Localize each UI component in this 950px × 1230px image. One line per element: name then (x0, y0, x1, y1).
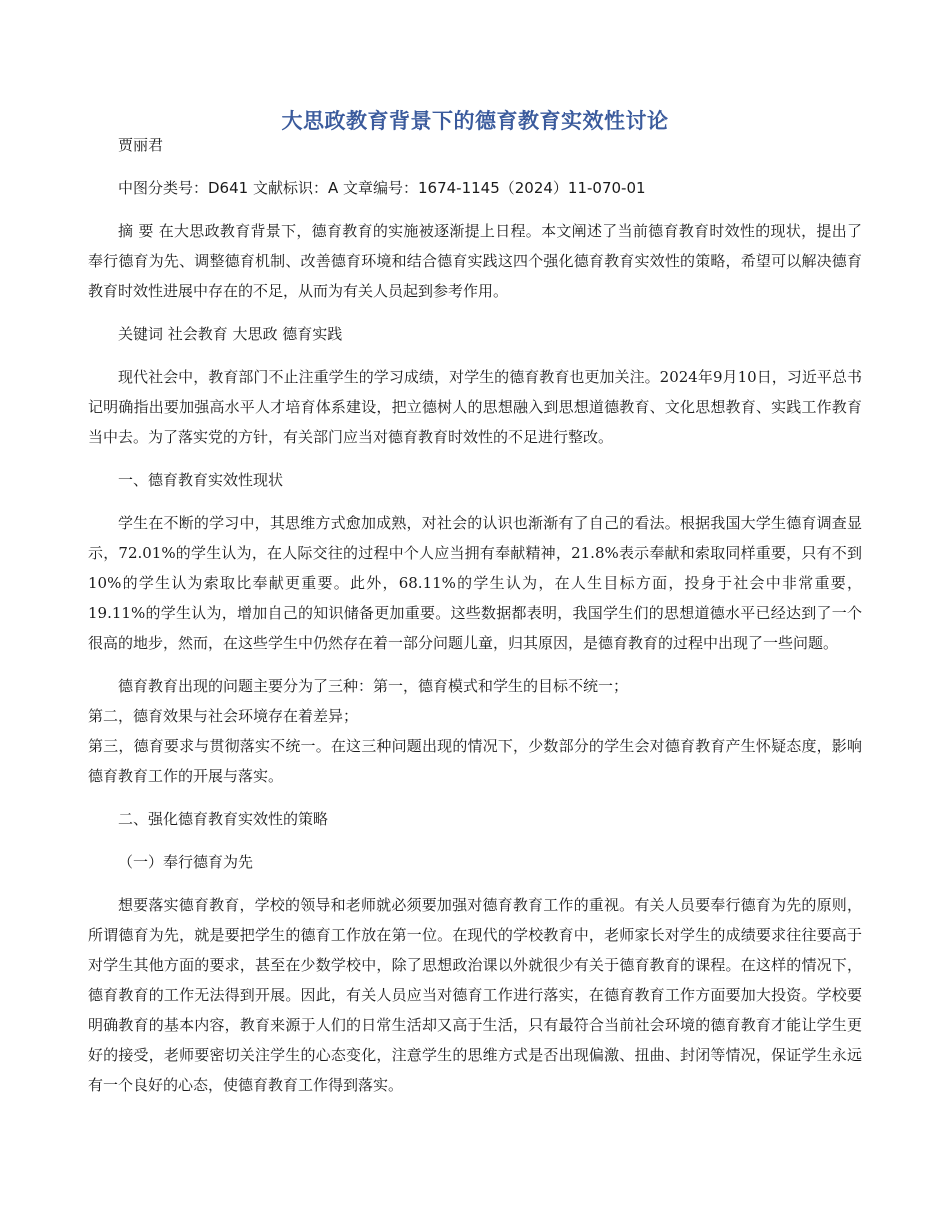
article-page (88, 100, 862, 1100)
section-heading-2: 二、强化德育教育实效性的策略 (118, 810, 329, 828)
article-title: 大思政教育背景下的德育教育实效性讨论 (281, 109, 669, 133)
subsection1-paragraph: 想要落实德育教育，学校的领导和老师就必须要加强对德育教育工作的重视。有关人员要奉行德育为先的原则，所谓德育为先，就是要把学生的德育工作放在第一位。在现代的学校教育中，老师家长对学生的成绩要求往往要高于对学生其他方面的要求，甚至在少数学校中，除了思想政治课以外就很少有关于德育教育的课程。在这样的情况下，德育教育的工作无法得到开展。因此，有关人员应当对德育工作进行落实，在德育教育工作方面要加大投资。学校要明确教育的基本内容，教育来源于人们的日常生活却又高于生活，只有最符合当前社会环境的德育教育才能让学生更好的接受，老师要密切关注学生的心态变化，注意学生的思维方式是否出现偏激、扭曲、封闭等情况，保证学生永远有一个良好的心态，使德育教育工作得到落实。 (88, 896, 862, 1094)
section1-paragraph-2-line-3: 第三，德育要求与贯彻落实不统一。在这三种问题出现的情况下，少数部分的学生会对德育教育产生怀疑态度，影响德育教育工作的开展与落实。 (88, 737, 862, 785)
section1-paragraph-1: 学生在不断的学习中，其思维方式愈加成熟，对社会的认识也渐渐有了自己的看法。根据我国大学生德育调查显示，72.01%的学生认为，在人际交往的过程中个人应当拥有奉献精神，21.8%表示奉献和索取同样重要，只有不到10%的学生认为索取比奉献更重要。此外，68.11%的学生认为，在人生目标方面，投身于社会中非常重要，19.11%的学生认为，增加自己的知识储备更加重要。这些数据都表明，我国学生们的思想道德水平已经达到了一个很高的地步，然而，在这些学生中仍然存在着一部分问题儿童，归其原因，是德育教育的过程中出现了一些问题。 (88, 514, 862, 652)
author-name: 贾丽君 (118, 136, 164, 154)
section-heading-1: 一、德育教育实效性现状 (118, 471, 284, 489)
keywords: 关键词 社会教育 大思政 德育实践 (118, 325, 343, 343)
section1-paragraph-2-line-1: 德育教育出现的问题主要分为了三种：第一，德育模式和学生的目标不统一； (118, 677, 629, 695)
classification-line: 中图分类号：D641 文献标识：A 文章编号：1674-1145（2024）11-070-01 (118, 179, 646, 197)
abstract: 摘 要 在大思政教育背景下，德育教育的实施被逐渐提上日程。本文阐述了当前德育教育时效性的现状，提出了奉行德育为先、调整德育机制、改善德育环境和结合德育实践这四个强化德育教育实效性的策略，希望可以解决德育教育时效性进展中存在的不足，从而为有关人员起到参考作用。 (88, 222, 862, 300)
intro-paragraph: 现代社会中，教育部门不止注重学生的学习成绩，对学生的德育教育也更加关注。2024年9月10日，习近平总书记明确指出要加强高水平人才培育体系建设，把立德树人的思想融入到思想道德教育、文化思想教育、实践工作教育当中去。为了落实党的方针，有关部门应当对德育教育时效性的不足进行整改。 (88, 368, 862, 446)
subsection-heading-1: （一）奉行德育为先 (118, 853, 254, 871)
section1-paragraph-2-line-2: 第二，德育效果与社会环境存在着差异； (88, 707, 359, 725)
